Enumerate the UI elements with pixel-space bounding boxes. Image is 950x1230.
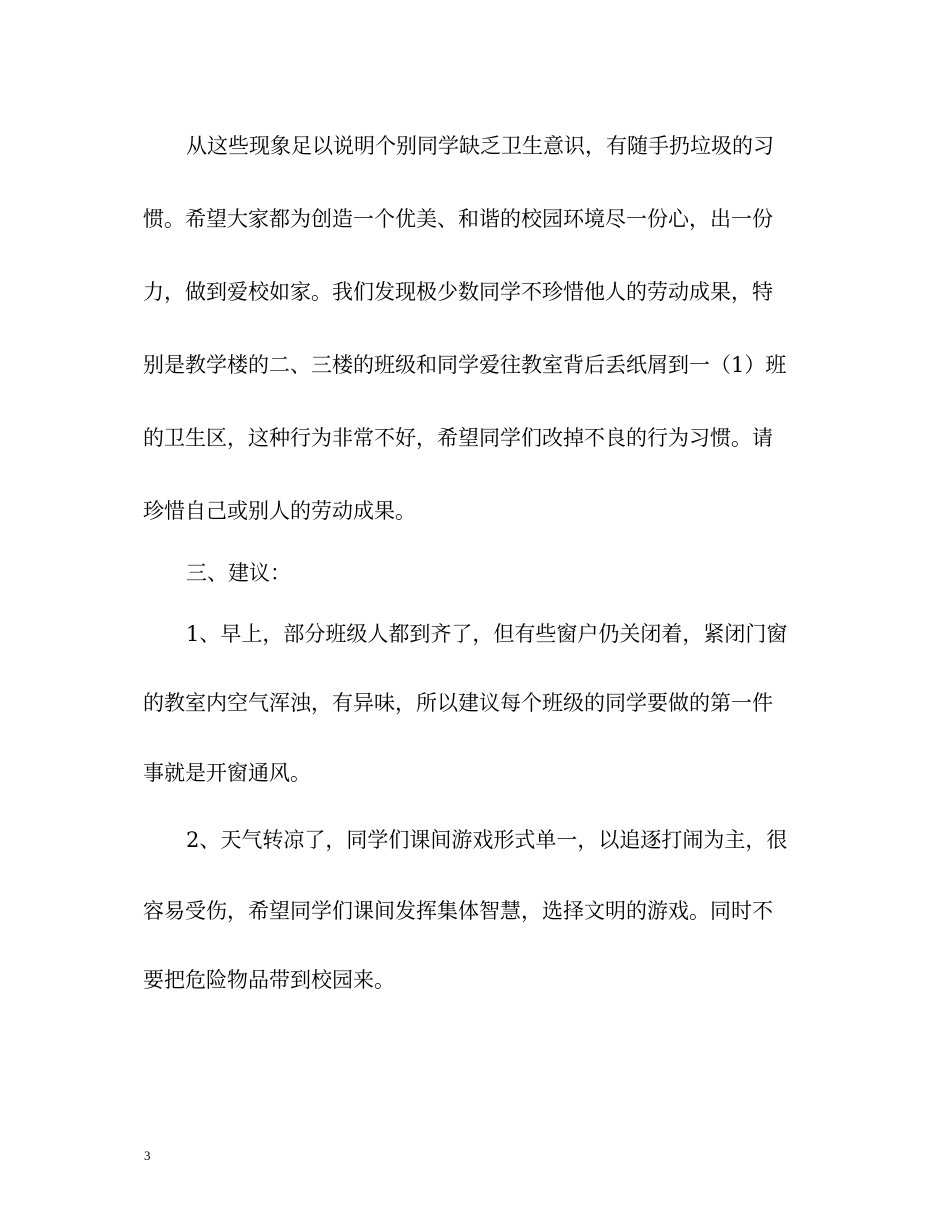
paragraph-line: 惯。希望大家都为创造一个优美、和谐的校园环境尽一份心，出一份: [143, 207, 773, 231]
paragraph-line: 力，做到爱校如家。我们发现极少数同学不珍惜他人的劳动成果，特: [143, 280, 773, 304]
paragraph-line: 容易受伤，希望同学们课间发挥集体智慧，选择文明的游戏。同时不: [143, 899, 773, 923]
paragraph-line: 要把危险物品带到校园来。: [143, 968, 395, 992]
page-number: 3: [144, 1148, 151, 1163]
paragraph-line: 的卫生区，这种行为非常不好，希望同学们改掉不良的行为习惯。请: [143, 426, 773, 450]
paragraph-line: 珍惜自己或别人的劳动成果。: [143, 499, 416, 523]
paragraph-line: 2、天气转凉了，同学们课间游戏形式单一，以追逐打闹为主，很: [186, 828, 788, 852]
paragraph-line: 事就是开窗通风。: [143, 761, 311, 785]
paragraph-line: 别是教学楼的二、三楼的班级和同学爱往教室背后丢纸屑到一（1）班: [143, 353, 787, 377]
paragraph-line: 从这些现象足以说明个别同学缺乏卫生意识，有随手扔垃圾的习: [186, 134, 774, 158]
paragraph-line: 1、早上，部分班级人都到齐了，但有些窗户仍关闭着，紧闭门窗: [186, 622, 788, 646]
paragraph-line: 的教室内空气浑浊，有异味，所以建议每个班级的同学要做的第一件: [143, 691, 773, 715]
section-heading: 三、建议：: [186, 561, 291, 585]
